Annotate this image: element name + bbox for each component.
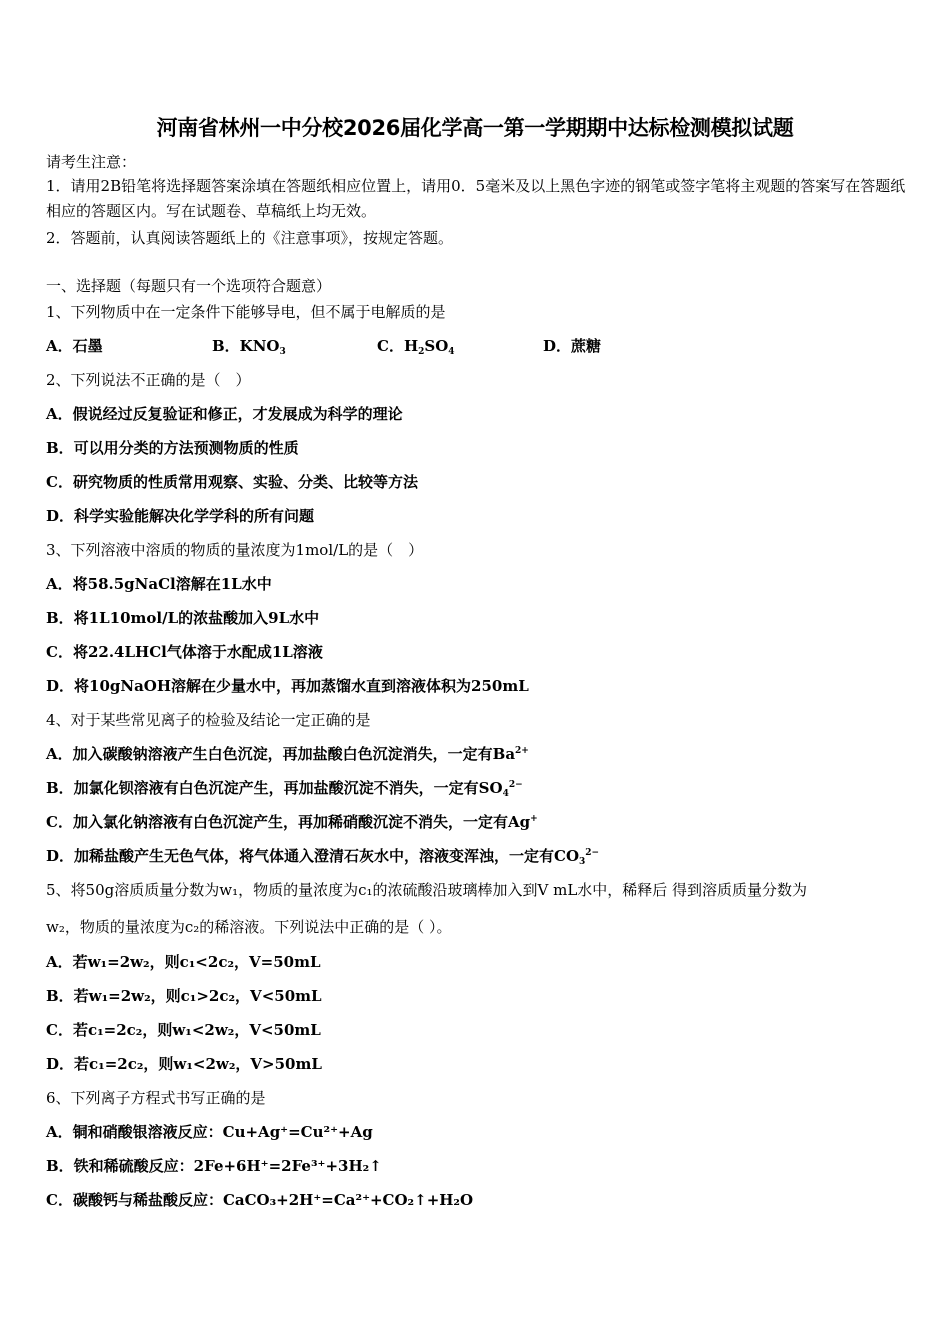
q2-stem: 2、下列说法不正确的是（ ）: [46, 371, 251, 389]
page-title: 河南省林州一中分校2026届化学高一第一学期期中达标检测模拟试题: [156, 116, 794, 140]
q4-option-b: B．加氯化钡溶液有白色沉淀产生，再加盐酸沉淀不消失，一定有$SO_4^{2-}$: [46, 779, 523, 799]
q2-option-b: B．可以用分类的方法预测物质的性质: [46, 439, 299, 457]
notice-item-2: 2．答题前，认真阅读答题纸上的《注意事项》，按规定答题。: [46, 229, 454, 247]
q4-option-d: D．加稀盐酸产生无色气体，将气体通入澄清石灰水中，溶液变浑浊，一定有$CO_3^{2-}$: [46, 847, 600, 867]
q5-stem-line-2: w₂，物质的量浓度为c₂的稀溶液。下列说法中正确的是（ ）。: [46, 918, 452, 936]
q1-option-a: A．石墨: [46, 337, 103, 355]
q2-option-d: D．科学实验能解决化学学科的所有问题: [46, 507, 315, 525]
q4-stem: 4、对于某些常见离子的检验及结论一定正确的是: [46, 711, 371, 729]
q6-option-b: B．铁和稀硫酸反应：2Fe+6H⁺=2Fe³⁺+3H₂↑: [46, 1157, 382, 1175]
q5-option-d: D．若c₁=2c₂，则w₁<2w₂，V>50mL: [46, 1055, 322, 1073]
q2-option-c: C．研究物质的性质常用观察、实验、分类、比较等方法: [46, 473, 418, 491]
q1-option-c: C．$H_2SO_4$: [377, 337, 455, 357]
q6-stem: 6、下列离子方程式书写正确的是: [46, 1089, 266, 1107]
q5-option-b: B．若w₁=2w₂，则c₁>2c₂，V<50mL: [46, 987, 322, 1005]
q6-option-a: A．铜和硝酸银溶液反应：Cu+Ag⁺=Cu²⁺+Ag: [46, 1123, 373, 1141]
q5-stem-line-1: 5、将50g溶质质量分数为w₁，物质的量浓度为c₁的浓硫酸沿玻璃棒加入到V mL水中，稀释后 得到溶质质量分数为: [46, 881, 808, 899]
q3-stem: 3、下列溶液中溶质的物质的量浓度为1mol/L的是（ ）: [46, 541, 424, 559]
q1-option-b: B．$KNO_3$: [212, 337, 286, 357]
q3-option-b: B．将1L10mol/L的浓盐酸加入9L水中: [46, 609, 320, 627]
q1-option-d: D．蔗糖: [543, 337, 602, 355]
q4-option-c: C．加入氯化钠溶液有白色沉淀产生，再加稀硝酸沉淀不消失，一定有Ag+: [46, 813, 538, 831]
q2-option-a: A．假说经过反复验证和修正，才发展成为科学的理论: [46, 405, 403, 423]
q4-option-a: A．加入碳酸钠溶液产生白色沉淀，再加盐酸白色沉淀消失，一定有$Ba^{2+}$: [46, 745, 529, 763]
q1-stem: 1、下列物质中在一定条件下能够导电，但不属于电解质的是: [46, 303, 446, 321]
q6-option-c: C．碳酸钙与稀盐酸反应：CaCO₃+2H⁺=Ca²⁺+CO₂↑+H₂O: [46, 1191, 474, 1209]
q5-option-a: A．若w₁=2w₂，则c₁<2c₂，V=50mL: [46, 953, 321, 971]
notice-heading: 请考生注意：: [46, 153, 137, 171]
q5-option-c: C．若c₁=2c₂，则w₁<2w₂，V<50mL: [46, 1021, 321, 1039]
q3-option-a: A．将58.5gNaCl溶解在1L水中: [46, 575, 272, 593]
notice-item-1: 1．请用2B铅笔将选择题答案涂填在答题纸相应位置上，请用0．5毫米及以上黑色字迹的钢笔或签字笔将主观题的答案写在答题纸相应的答题区内。写在试题卷、草稿纸上均无效。: [46, 177, 906, 220]
section-heading: 一、选择题（每题只有一个选项符合题意）: [46, 277, 332, 295]
q3-option-d: D．将10gNaOH溶解在少量水中，再加蒸馏水直到溶液体积为250mL: [46, 677, 529, 695]
q3-option-c: C．将22.4LHCl气体溶于水配成1L溶液: [46, 643, 323, 661]
